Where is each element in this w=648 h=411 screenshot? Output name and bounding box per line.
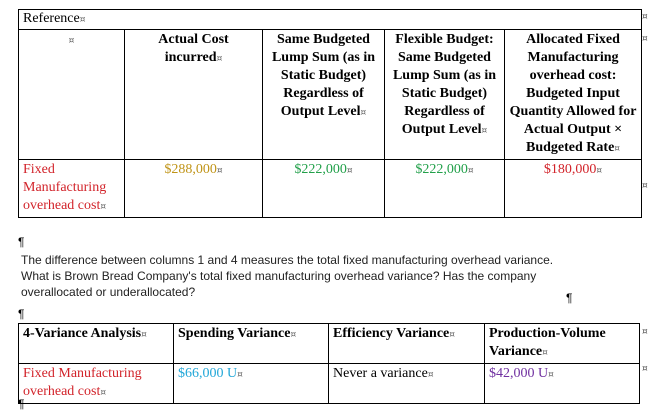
cell-end-mark: ¤ <box>79 15 86 25</box>
value-text: $222,000 <box>415 162 468 177</box>
cell-end-mark: ¤ <box>548 370 554 380</box>
cell-end-mark: ¤ <box>596 166 603 176</box>
header-text: 4-Variance Analysis <box>23 326 142 341</box>
header-text: Spending Variance <box>178 326 291 341</box>
question-paragraph: The difference between columns 1 and 4 measures the total fixed manufacturing overhead variance. What is Brown Bread Company's total fixed manufacturing overhead variance? Has the company overallocated or underallocated? <box>21 253 554 299</box>
paragraph-mark: ¶ <box>566 291 573 305</box>
row-label: Fixed Manufacturing overhead cost <box>23 162 107 213</box>
header-flexible-budget <box>385 30 505 160</box>
value-text: $66,000 U <box>178 366 238 381</box>
cell-end-mark: ¤ <box>481 126 488 136</box>
cell-end-mark: ¤ <box>100 388 107 398</box>
actual-cost-value <box>125 160 263 218</box>
cell-end-mark: ¤ <box>346 166 353 176</box>
paragraph-mark: ¶ <box>18 397 25 411</box>
production-volume-variance-value <box>485 364 640 404</box>
value-text: $42,000 U <box>489 366 549 381</box>
cell-end-mark: ¤ <box>216 166 223 176</box>
variance-row-label-cell <box>19 364 174 404</box>
paragraph-mark: ¶ <box>18 307 25 321</box>
header-text: Same Budgeted Lump Sum (as in Static Budget) Regardless of Output Level <box>271 32 376 119</box>
reference-table <box>18 9 642 218</box>
spending-variance-value <box>174 364 329 404</box>
paragraph-mark: ¶ <box>18 235 25 249</box>
cell-end-mark: ¤ <box>216 54 223 64</box>
header-spending-variance <box>174 324 329 364</box>
allocated-value <box>505 160 642 218</box>
variance-analysis-table <box>18 323 640 404</box>
cell-end-mark: ¤ <box>100 202 107 212</box>
header-efficiency-variance <box>329 324 485 364</box>
reference-label: Reference <box>23 11 80 26</box>
row-end-mark: ¤ <box>642 364 648 374</box>
row-end-mark: ¤ <box>642 181 648 191</box>
value-text: $222,000 <box>294 162 347 177</box>
variance-header-row <box>19 324 640 364</box>
cell-end-mark: ¤ <box>141 330 147 340</box>
empty-header-cell <box>19 30 125 160</box>
row-end-mark: ¤ <box>642 34 648 44</box>
cell-end-mark: ¤ <box>360 108 367 118</box>
header-4-variance-analysis <box>19 324 174 364</box>
row-label: Fixed Manufacturing overhead cost <box>23 366 142 399</box>
header-text: Actual Cost incurred <box>158 32 229 65</box>
fixed-overhead-row <box>19 160 642 218</box>
header-static-budget <box>263 30 385 160</box>
row-end-mark: ¤ <box>642 12 648 22</box>
header-actual-cost <box>125 30 263 160</box>
variance-value-row <box>19 364 640 404</box>
reference-title-cell <box>19 10 642 30</box>
cell-end-mark: ¤ <box>467 166 474 176</box>
value-text: $288,000 <box>164 162 217 177</box>
cell-end-mark: ¤ <box>427 370 434 380</box>
flexible-budget-value <box>385 160 505 218</box>
header-production-volume-variance <box>485 324 640 364</box>
header-text: Production-Volume Variance <box>489 326 606 359</box>
header-text: Allocated Fixed Manufacturing overhead cost: Budgeted Input Quantity Allowed for Actual Output × Budgeted Rate <box>509 32 637 155</box>
header-text: Flexible Budget: Same Budgeted Lump Sum (as in Static Budget) Regardless of Output Level <box>392 32 497 137</box>
cell-end-mark: ¤ <box>237 370 243 380</box>
row-end-mark: ¤ <box>642 327 648 337</box>
header-row <box>19 30 642 160</box>
value-text: $180,000 <box>543 162 597 177</box>
cell-end-mark: ¤ <box>542 348 548 358</box>
efficiency-variance-value <box>329 364 485 404</box>
header-text: Efficiency Variance <box>333 326 450 341</box>
cell-end-mark: ¤ <box>290 330 297 340</box>
reference-title-row <box>19 10 642 30</box>
static-budget-value <box>263 160 385 218</box>
cell-end-mark: ¤ <box>449 330 455 340</box>
cell-end-mark: ¤ <box>614 144 621 154</box>
row-label-cell <box>19 160 125 218</box>
header-allocated-overhead <box>505 30 642 160</box>
value-text: Never a variance <box>333 366 428 381</box>
cell-end-mark: ¤ <box>68 36 75 46</box>
